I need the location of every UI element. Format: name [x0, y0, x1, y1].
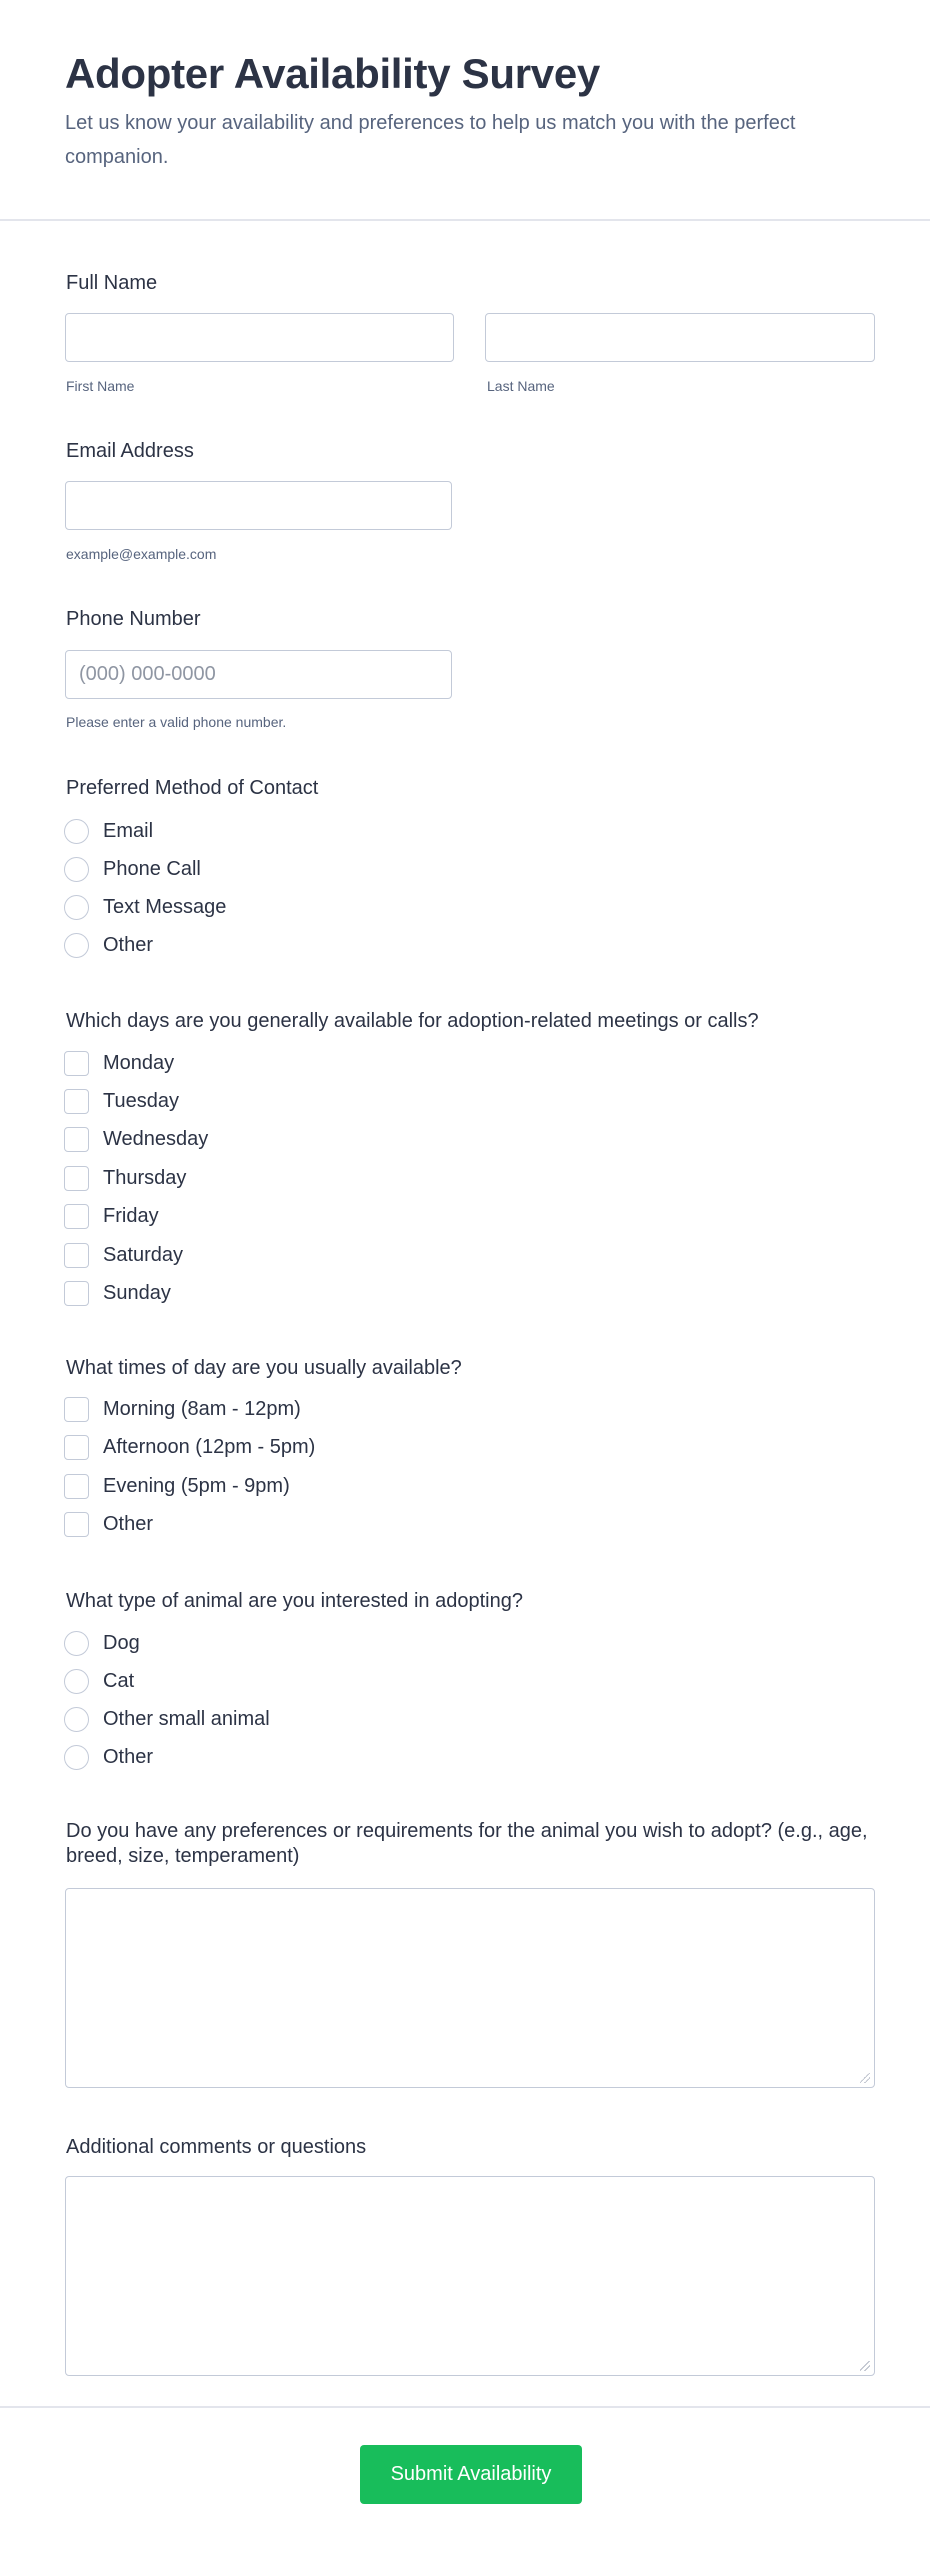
- header-divider: [0, 219, 930, 221]
- page-subtitle: Let us know your availability and preferences to help us match you with the perfect companion.: [65, 112, 796, 168]
- email-input[interactable]: [65, 481, 452, 530]
- phone-input[interactable]: (000) 000-0000: [65, 650, 452, 699]
- animal-option[interactable]: [64, 1667, 134, 1695]
- option-label: Other: [103, 934, 154, 957]
- comments-textarea[interactable]: [65, 2176, 875, 2376]
- times-option[interactable]: [64, 1434, 315, 1462]
- last-name-input[interactable]: [485, 313, 875, 362]
- option-label: Sunday: [103, 1281, 171, 1304]
- option-label: Other small animal: [103, 1708, 270, 1731]
- checkbox[interactable]: [64, 1051, 89, 1076]
- animal-option[interactable]: [64, 1744, 153, 1772]
- last-name-hint: Last Name: [487, 378, 555, 394]
- days-option[interactable]: [64, 1241, 183, 1269]
- page-title: Adopter Availability Survey: [65, 50, 600, 97]
- animal-option[interactable]: [64, 1706, 270, 1734]
- first-name-input[interactable]: [65, 313, 454, 362]
- checkbox[interactable]: [64, 1127, 89, 1152]
- checkbox[interactable]: [64, 1435, 89, 1460]
- checkbox[interactable]: [64, 1474, 89, 1499]
- checkbox[interactable]: [64, 1281, 89, 1306]
- checkbox[interactable]: [64, 1204, 89, 1229]
- option-label: Email: [103, 819, 154, 842]
- contact_method-option[interactable]: [64, 817, 153, 845]
- radio-button[interactable]: [64, 1669, 89, 1694]
- full-name-label: Full Name: [66, 272, 158, 294]
- option-label: Tuesday: [103, 1089, 179, 1112]
- times-option[interactable]: [64, 1511, 153, 1539]
- checkbox[interactable]: [64, 1512, 89, 1537]
- radio-button[interactable]: [64, 857, 89, 882]
- days-label: Which days are you generally available for adoption-related meetings or calls?: [66, 1010, 759, 1032]
- days-option[interactable]: [64, 1049, 174, 1077]
- radio-button[interactable]: [64, 1631, 89, 1656]
- option-label: Friday: [103, 1205, 159, 1228]
- animal-label: What type of animal are you interested in adopting?: [66, 1590, 523, 1612]
- option-label: Wednesday: [103, 1128, 209, 1151]
- resize-handle-icon[interactable]: [860, 2361, 870, 2371]
- option-label: Saturday: [103, 1243, 184, 1266]
- email-hint: example@example.com: [66, 546, 217, 562]
- option-label: Monday: [103, 1051, 175, 1074]
- radio-button[interactable]: [64, 933, 89, 958]
- days-option[interactable]: [64, 1164, 186, 1192]
- option-label: Other: [103, 1513, 154, 1535]
- option-label: Afternoon (12pm - 5pm): [103, 1436, 316, 1458]
- resize-handle-icon[interactable]: [860, 2073, 870, 2083]
- radio-button[interactable]: [64, 1745, 89, 1770]
- option-label: Dog: [103, 1631, 140, 1654]
- option-label: Evening (5pm - 9pm): [103, 1474, 290, 1497]
- radio-button[interactable]: [64, 1707, 89, 1732]
- checkbox[interactable]: [64, 1166, 89, 1191]
- phone-hint: Please enter a valid phone number.: [66, 714, 287, 730]
- contact_method-option[interactable]: [64, 855, 201, 883]
- email-label: Email Address: [66, 440, 194, 462]
- days-option[interactable]: [64, 1126, 208, 1154]
- footer-divider: [0, 2406, 930, 2408]
- phone-label: Phone Number: [66, 608, 201, 630]
- times-label: What times of day are you usually available?: [66, 1357, 462, 1379]
- submit-button[interactable]: Submit Availability: [360, 2445, 582, 2504]
- checkbox[interactable]: [64, 1089, 89, 1114]
- option-label: Phone Call: [103, 857, 201, 880]
- checkbox[interactable]: [64, 1243, 89, 1268]
- option-label: Thursday: [103, 1166, 187, 1189]
- option-label: Text Message: [103, 895, 227, 918]
- checkbox[interactable]: [64, 1397, 89, 1422]
- times-option[interactable]: [64, 1395, 301, 1423]
- first-name-hint: First Name: [66, 378, 135, 394]
- animal-option[interactable]: [64, 1629, 140, 1657]
- radio-button[interactable]: [64, 895, 89, 920]
- days-option[interactable]: [64, 1087, 179, 1115]
- option-label: Other: [103, 1746, 154, 1769]
- preferences-label: Do you have any preferences or requirements for the animal you wish to adopt? (e.g., age, breed, size, temperament): [66, 1820, 868, 1867]
- contact-method-label: Preferred Method of Contact: [66, 777, 319, 799]
- comments-label: Additional comments or questions: [66, 2136, 367, 2158]
- contact_method-option[interactable]: [64, 932, 153, 960]
- days-option[interactable]: [64, 1279, 171, 1307]
- contact_method-option[interactable]: [64, 893, 226, 921]
- option-label: Cat: [103, 1669, 135, 1692]
- option-label: Morning (8am - 12pm): [103, 1397, 301, 1420]
- times-option[interactable]: [64, 1472, 290, 1500]
- preferences-textarea[interactable]: [65, 1888, 875, 2088]
- radio-button[interactable]: [64, 819, 89, 844]
- days-option[interactable]: [64, 1203, 159, 1231]
